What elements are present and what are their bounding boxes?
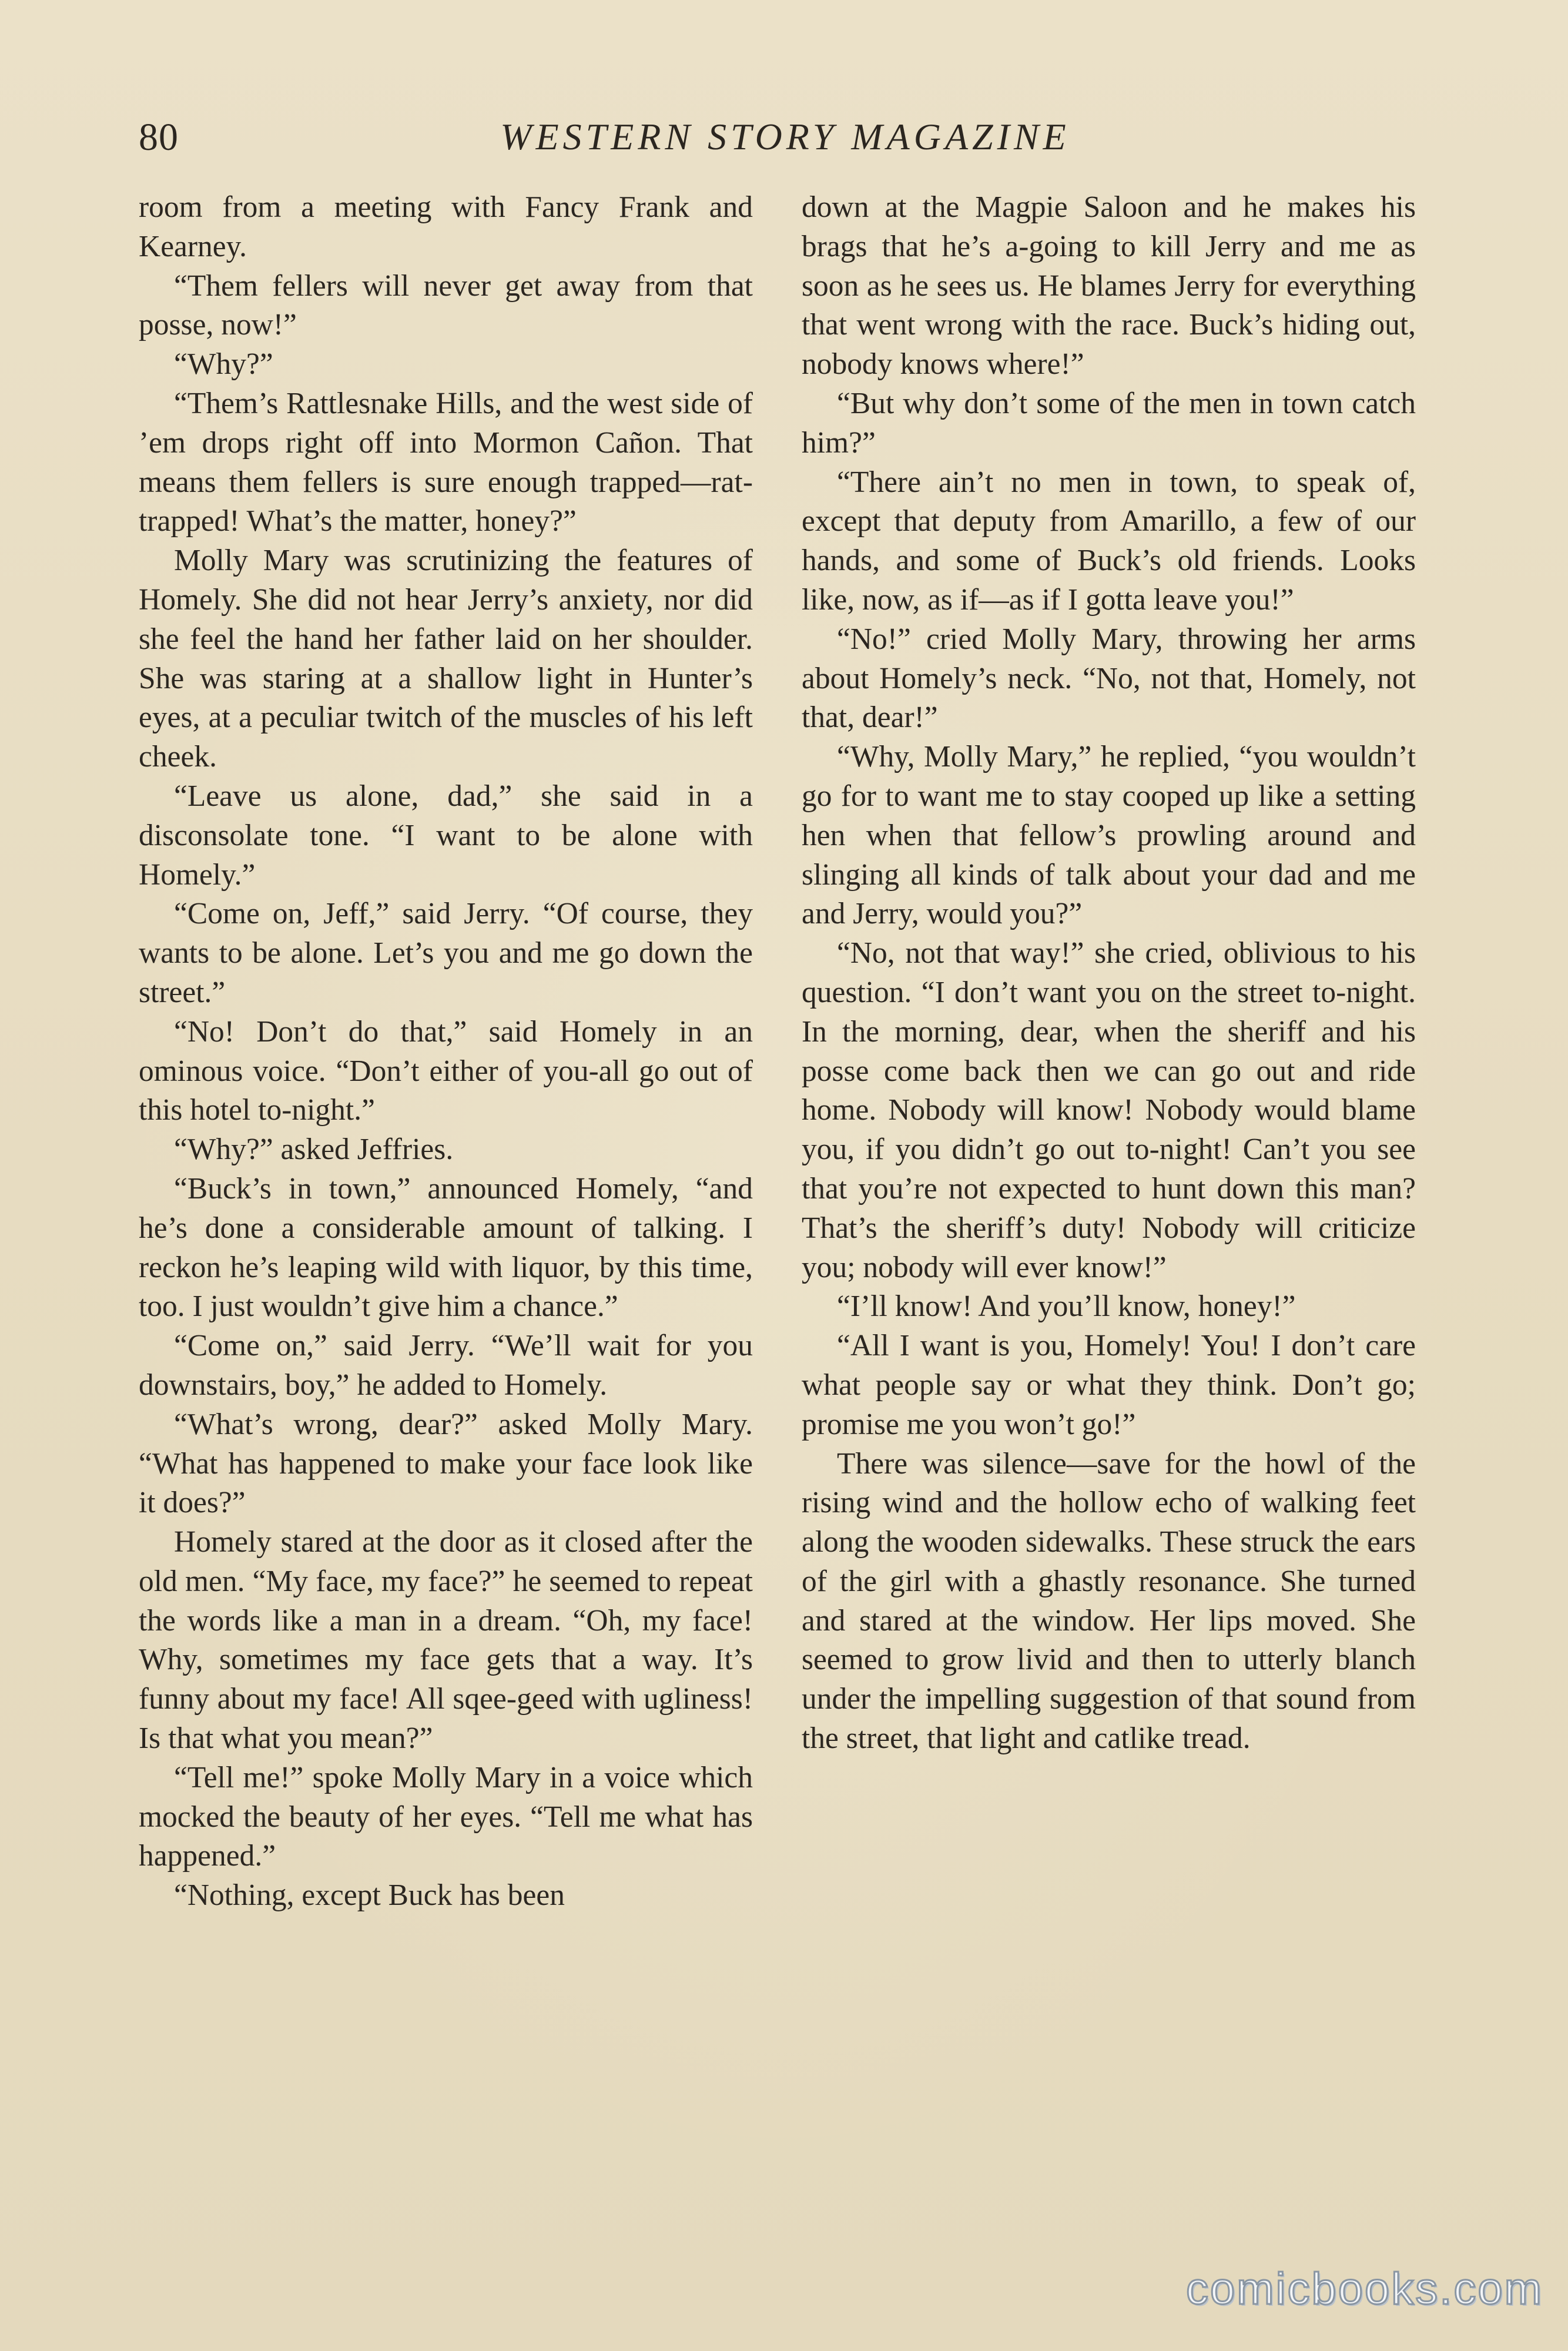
left-text-column [139, 188, 753, 1915]
right-text-column [802, 188, 1416, 1759]
paragraph: “Why, Molly Mary,” he replied, “you wouldn’t go for to want me to stay cooped up like a setting hen when that fellow’s prowling around and slinging all kinds of talk about your dad and me and Jerry, would you?” [802, 740, 1416, 931]
paragraph: “Them’s Rattlesnake Hills, and the west side of ’em drops right off into Mormon Cañon. That means them fellers is sure enough trapped—rat-trapped! What’s the matter, honey?” [139, 386, 753, 538]
paragraph: “But why don’t some of the men in town catch him?” [802, 386, 1416, 460]
running-title: WESTERN STORY MAGAZINE [500, 116, 1070, 158]
page-number: 80 [139, 116, 179, 159]
paragraph: Homely stared at the door as it closed after the old men. “My face, my face?” he seemed to repeat the words like a man in a dream. “Oh, my face! Why, sometimes my face gets that a way. It’s funny about my face! All sqee-geed with ugliness! Is that what you mean?” [139, 1525, 753, 1756]
paragraph: “All I want is you, Homely! You! I don’t care what people say or what they think. Don’t go; promise me you won’t go!” [802, 1329, 1416, 1441]
paragraph: down at the Magpie Saloon and he makes his brags that he’s a-going to kill Jerry and me as soon as he sees us. He blames Jerry for everything that went wrong with the race. Buck’s hiding out, nobody knows where!” [802, 190, 1416, 381]
paragraph: “No! Don’t do that,” said Homely in an ominous voice. “Don’t either of you-all go out of this hotel to-night.” [139, 1014, 753, 1127]
paragraph: “Why?” [174, 347, 273, 381]
paragraph: “Why?” asked Jeffries. [174, 1133, 454, 1167]
paragraph: “Come on, Jeff,” said Jerry. “Of course, they wants to be alone. Let’s you and me go down the street.” [139, 897, 753, 1009]
paragraph: “I’ll know! And you’ll know, honey!” [837, 1290, 1296, 1324]
watermark-logo: comicbooks.com [1186, 2264, 1543, 2314]
paragraph: “No, not that way!” she cried, oblivious to his question. “I don’t want you on the street to-night. In the morning, dear, when the sheriff and his posse come back then we can go out and ride home. Nobody will know! Nobody would blame you, if you didn’t go out to-night! Can’t you see that you’re not expected to hunt down this man? That’s the sheriff’s duty! Nobody will criticize you; nobody will ever know!” [802, 936, 1416, 1284]
paragraph: “Come on,” said Jerry. “We’ll wait for you downstairs, boy,” he added to Homely. [139, 1329, 753, 1402]
paragraph: “What’s wrong, dear?” asked Molly Mary. “What has happened to make your face look like it does?” [139, 1407, 753, 1520]
paragraph: “Tell me!” spoke Molly Mary in a voice which mocked the beauty of her eyes. “Tell me what has happened.” [139, 1760, 753, 1873]
paragraph: room from a meeting with Fancy Frank and Kearney. [139, 190, 753, 263]
paragraph: “No!” cried Molly Mary, throwing her arms about Homely’s neck. “No, not that, Homely, not that, dear!” [802, 622, 1416, 735]
paragraph: “There ain’t no men in town, to speak of, except that deputy from Amarillo, a few of our hands, and some of Buck’s old friends. Looks like, now, as if—as if I gotta leave you!” [802, 465, 1416, 617]
paragraph: Molly Mary was scrutinizing the features of Homely. She did not hear Jerry’s anxiety, nor did she feel the hand her father laid on her shoulder. She was staring at a shallow light in Hunter’s eyes, at a peculiar twitch of the muscles of his left cheek. [139, 544, 753, 774]
paragraph: “Leave us alone, dad,” she said in a disconsolate tone. “I want to be alone with Homely.” [139, 779, 753, 892]
paragraph: “Nothing, except Buck has been [174, 1878, 565, 1913]
paragraph: There was silence—save for the howl of the rising wind and the hollow echo of walking feet along the wooden sidewalks. These struck the ears of the girl with a ghastly resonance. She turned and stared at the window. Her lips moved. She seemed to grow livid and then to utterly blanch under the impelling suggestion of that sound from the street, that light and catlike tread. [802, 1446, 1416, 1756]
paragraph: “Buck’s in town,” announced Homely, “and he’s done a considerable amount of talking. I reckon he’s leaping wild with liquor, by this time, too. I just wouldn’t give him a chance.” [139, 1171, 753, 1324]
paragraph: “Them fellers will never get away from that posse, now!” [139, 269, 753, 342]
page-header [139, 115, 1432, 162]
